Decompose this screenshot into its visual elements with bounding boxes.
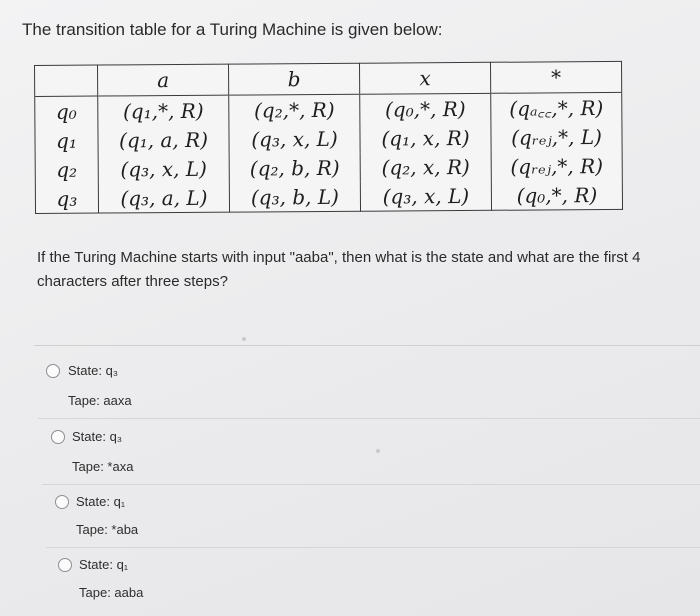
question-text: If the Turing Machine starts with input "aaba", then what is the state and what are the first 4 characters after three steps? <box>37 249 641 290</box>
speck <box>376 449 380 453</box>
table-row <box>35 122 622 155</box>
transition-cell: (q₃, a, L) <box>98 183 229 213</box>
table-corner-cell <box>35 65 98 96</box>
transition-cell: (q₁, x, R) <box>360 123 491 153</box>
transition-cell: (q₂, x, R) <box>360 152 491 182</box>
transition-cell: (q₃, x, L) <box>229 124 360 154</box>
transition-cell: (qᵣₑⱼ,*, L) <box>491 122 622 152</box>
table-row <box>35 180 622 214</box>
transition-cell: (q₃, x, L) <box>98 154 229 184</box>
option-tape-label: Tape: aaxa <box>68 393 132 408</box>
divider <box>38 418 700 419</box>
transition-cell: (q₀,*, R) <box>360 93 491 123</box>
option-tape-label: Tape: *axa <box>72 459 134 474</box>
table-header-row <box>35 61 622 96</box>
question-heading: The transition table for a Turing Machine is given below: <box>22 20 443 39</box>
transition-cell: (q₁,*, R) <box>98 95 229 125</box>
transition-cell: (qᵣₑⱼ,*, R) <box>491 151 622 181</box>
radio-button[interactable] <box>58 558 72 572</box>
state-cell: q₁ <box>35 126 98 155</box>
transition-cell: (q₀,*, R) <box>491 180 622 210</box>
table-column-header: * <box>490 61 621 93</box>
option-state-label: State: q₁ <box>76 494 126 509</box>
option-tape-label: Tape: *aba <box>76 522 139 537</box>
table-row <box>35 92 622 126</box>
transition-cell: (q₃, x, L) <box>360 181 491 211</box>
table-column-header: x <box>359 62 490 94</box>
state-cell: q₂ <box>35 155 98 184</box>
table-column-header: b <box>228 63 359 95</box>
option-tape-label: Tape: aaba <box>79 585 144 600</box>
option-state-label: State: q₃ <box>68 363 119 378</box>
transition-cell: (q₂,*, R) <box>229 94 360 124</box>
option-state-label: State: q₃ <box>72 429 123 444</box>
option-state-label: State: q₁ <box>79 557 129 572</box>
transition-table <box>34 61 623 214</box>
state-cell: q₀ <box>35 96 98 126</box>
divider <box>34 345 700 346</box>
transition-cell: (q₁, a, R) <box>98 125 229 155</box>
radio-button[interactable] <box>51 430 65 444</box>
transition-cell: (qₐ꜀꜀,*, R) <box>491 92 622 122</box>
divider <box>42 484 700 485</box>
transition-cell: (q₂, b, R) <box>229 153 360 183</box>
table-row <box>35 151 622 184</box>
state-cell: q₃ <box>35 184 98 214</box>
table-column-header: a <box>98 64 229 96</box>
radio-button[interactable] <box>55 495 69 509</box>
divider <box>46 547 700 548</box>
speck <box>242 337 246 341</box>
radio-button[interactable] <box>46 364 60 378</box>
transition-cell: (q₃, b, L) <box>229 182 360 212</box>
